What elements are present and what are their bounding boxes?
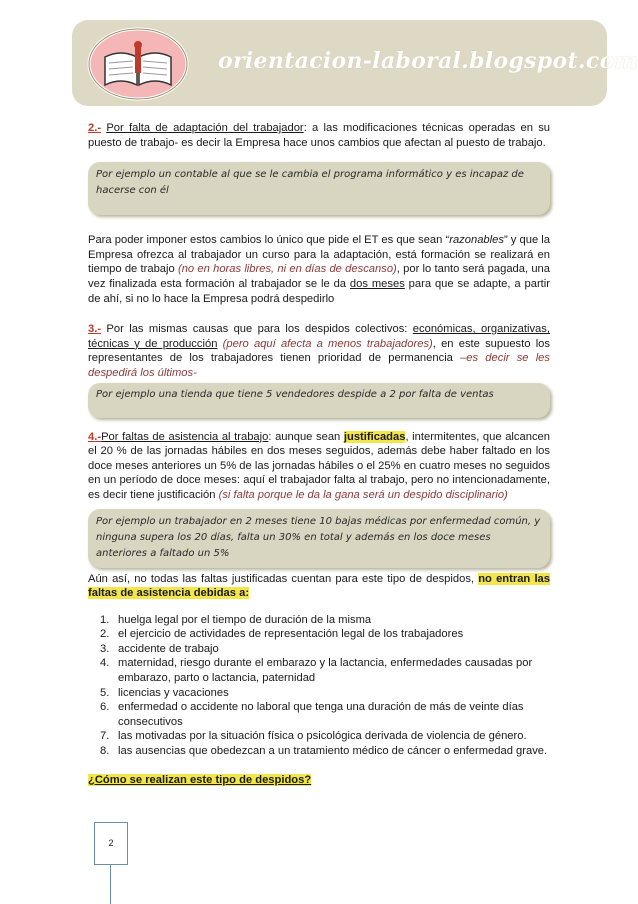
list-item-text: licencias y vacaciones (118, 686, 229, 699)
list-item (88, 613, 550, 628)
list-item (88, 700, 550, 729)
razonables-term: razonables (449, 234, 504, 247)
list-item-text: enfermedad o accidente no laboral que tenga una duración de más de veinte días consecutivos (118, 701, 524, 728)
question-heading (88, 773, 550, 788)
section-4-number: 4.- (88, 430, 102, 443)
question-text: ¿Cómo se realizan este tipo de despidos? (88, 773, 312, 786)
adaptation-text-c: , por lo tanto será pagada, una vez finalizada esta formación al trabajador se le da (88, 263, 551, 290)
adaptation-parenthetical: (no en horas libres, ni en días de descanso) (177, 263, 397, 276)
exceptions-text-a: Aún así, no todas las faltas justificadas cuentan para este tipo de despidos, (88, 572, 479, 585)
list-item-number: 5. (100, 686, 110, 699)
adaptation-paragraph (88, 233, 550, 306)
footer-divider (110, 864, 111, 904)
section-3-causes: económicas, organizativas, técnicas y de producción (88, 323, 550, 350)
list-item (88, 627, 550, 642)
list-item-number: 2. (100, 628, 110, 641)
list-item-text: huelga legal por el tiempo de duración de la misma (118, 613, 372, 626)
page-number: 2 (108, 838, 114, 848)
section-4-parenthetical: (si falta porque le da la gana será un despido disciplinario) (218, 488, 508, 501)
example-note-1 (88, 162, 550, 215)
exceptions-intro (88, 572, 550, 601)
open-book-logo-icon (87, 27, 189, 101)
section-4-text-b: , intermitentes, que alcancen el 20 % de las jornadas hábiles en dos meses seguidos, además debe haber faltado en los doce meses anteriores un 5% de las jornadas hábiles o el 25% en cuatro meses no seguidos en un período de doce meses: aquí el trabajador falta al trabajo, pero no intencionadamente, es decir tiene justificación (88, 430, 550, 501)
list-item (88, 642, 550, 657)
list-item-number: 8. (100, 745, 110, 758)
list-item-text: el ejercicio de actividades de representación legal de los trabajadores (118, 628, 464, 641)
list-item-text: maternidad, riesgo durante el embarazo y la lactancia, enfermedades causadas por embarazo, parto o lactancia, paternidad (118, 657, 533, 685)
list-item (88, 686, 550, 701)
list-item-text: las ausencias que obedezcan a un tratamiento médico de cáncer o enfermedad grave. (118, 745, 548, 758)
list-item-number: 7. (100, 730, 110, 743)
section-3-text-b: , en este supuesto los representantes de los trabajadores tienen prioridad de permanencia (88, 337, 550, 365)
section-2-paragraph (88, 121, 550, 150)
section-3-parenthetical: (pero aquí afecta a menos trabajadores) (217, 337, 433, 350)
example-note-3 (88, 509, 550, 568)
section-2-title: Por falta de adaptación del trabajador (106, 122, 304, 134)
section-4-title: Por faltas de asistencia al trabajo (101, 430, 269, 443)
section-2-number: 2.- (88, 122, 102, 134)
section-3-number: 3.- (88, 323, 102, 336)
section-3-paragraph (88, 322, 550, 380)
blog-title: orientacion-laboral.blogspot.com (218, 48, 638, 74)
dos-meses-term: dos meses (349, 277, 405, 290)
justificadas-term: justificadas (343, 430, 406, 443)
list-item (88, 729, 550, 744)
example-note-2-text: Por ejemplo una tienda que tiene 5 vendedores despide a 2 por falta de ventas (96, 388, 494, 400)
section-3-tail: –es decir se les despedirá los últimos- (88, 352, 550, 379)
section-4-paragraph (88, 430, 550, 503)
adaptation-text-a: Para poder imponer estos cambios lo único que pide el ET es que sean “ (88, 234, 450, 247)
section-4-text-a: : aunque sean (268, 430, 344, 443)
example-note-2 (88, 383, 550, 418)
adaptation-text-b: ” y que la Empresa ofrezca al trabajador un curso para la adaptación, está formación se realizará en tiempo de trabajo (88, 234, 550, 276)
page-number-box (94, 822, 128, 865)
page-content (88, 121, 550, 787)
section-3-text-a: Por las mismas causas que para los despidos colectivos: (101, 323, 413, 336)
list-item (88, 656, 550, 685)
example-note-1-text: Por ejemplo un contable al que se le cambia el programa informático y es incapaz de hacerse con él (96, 169, 524, 197)
list-item-number: 3. (100, 642, 110, 655)
list-item (88, 744, 550, 759)
list-item-text: accidente de trabajo (118, 642, 219, 655)
example-note-3-text: Por ejemplo un trabajador en 2 meses tiene 10 bajas médicas por enfermedad común, y ninguna supera los 20 días, falta un 30% en total y además en los doce meses anteriores a faltado un 5% (96, 515, 541, 559)
section-2-text: : a las modificaciones técnicas operadas en su puesto de trabajo- es decir la Empresa hace unos cambios que afectan al puesto de trabajo. (88, 122, 551, 149)
list-item-text: las motivadas por la situación física o psicológica derivada de violencia de género. (118, 730, 527, 743)
exceptions-text-b: no entran las faltas de asistencia debidas a: (88, 572, 550, 600)
list-item-number: 1. (100, 613, 110, 626)
exceptions-list (88, 613, 550, 759)
adaptation-text-d: para que se adapte, a partir de ahí, si no lo hace la Empresa podrá despedirlo (88, 277, 550, 305)
list-item-number: 4. (100, 657, 110, 670)
list-item-number: 6. (100, 701, 110, 714)
